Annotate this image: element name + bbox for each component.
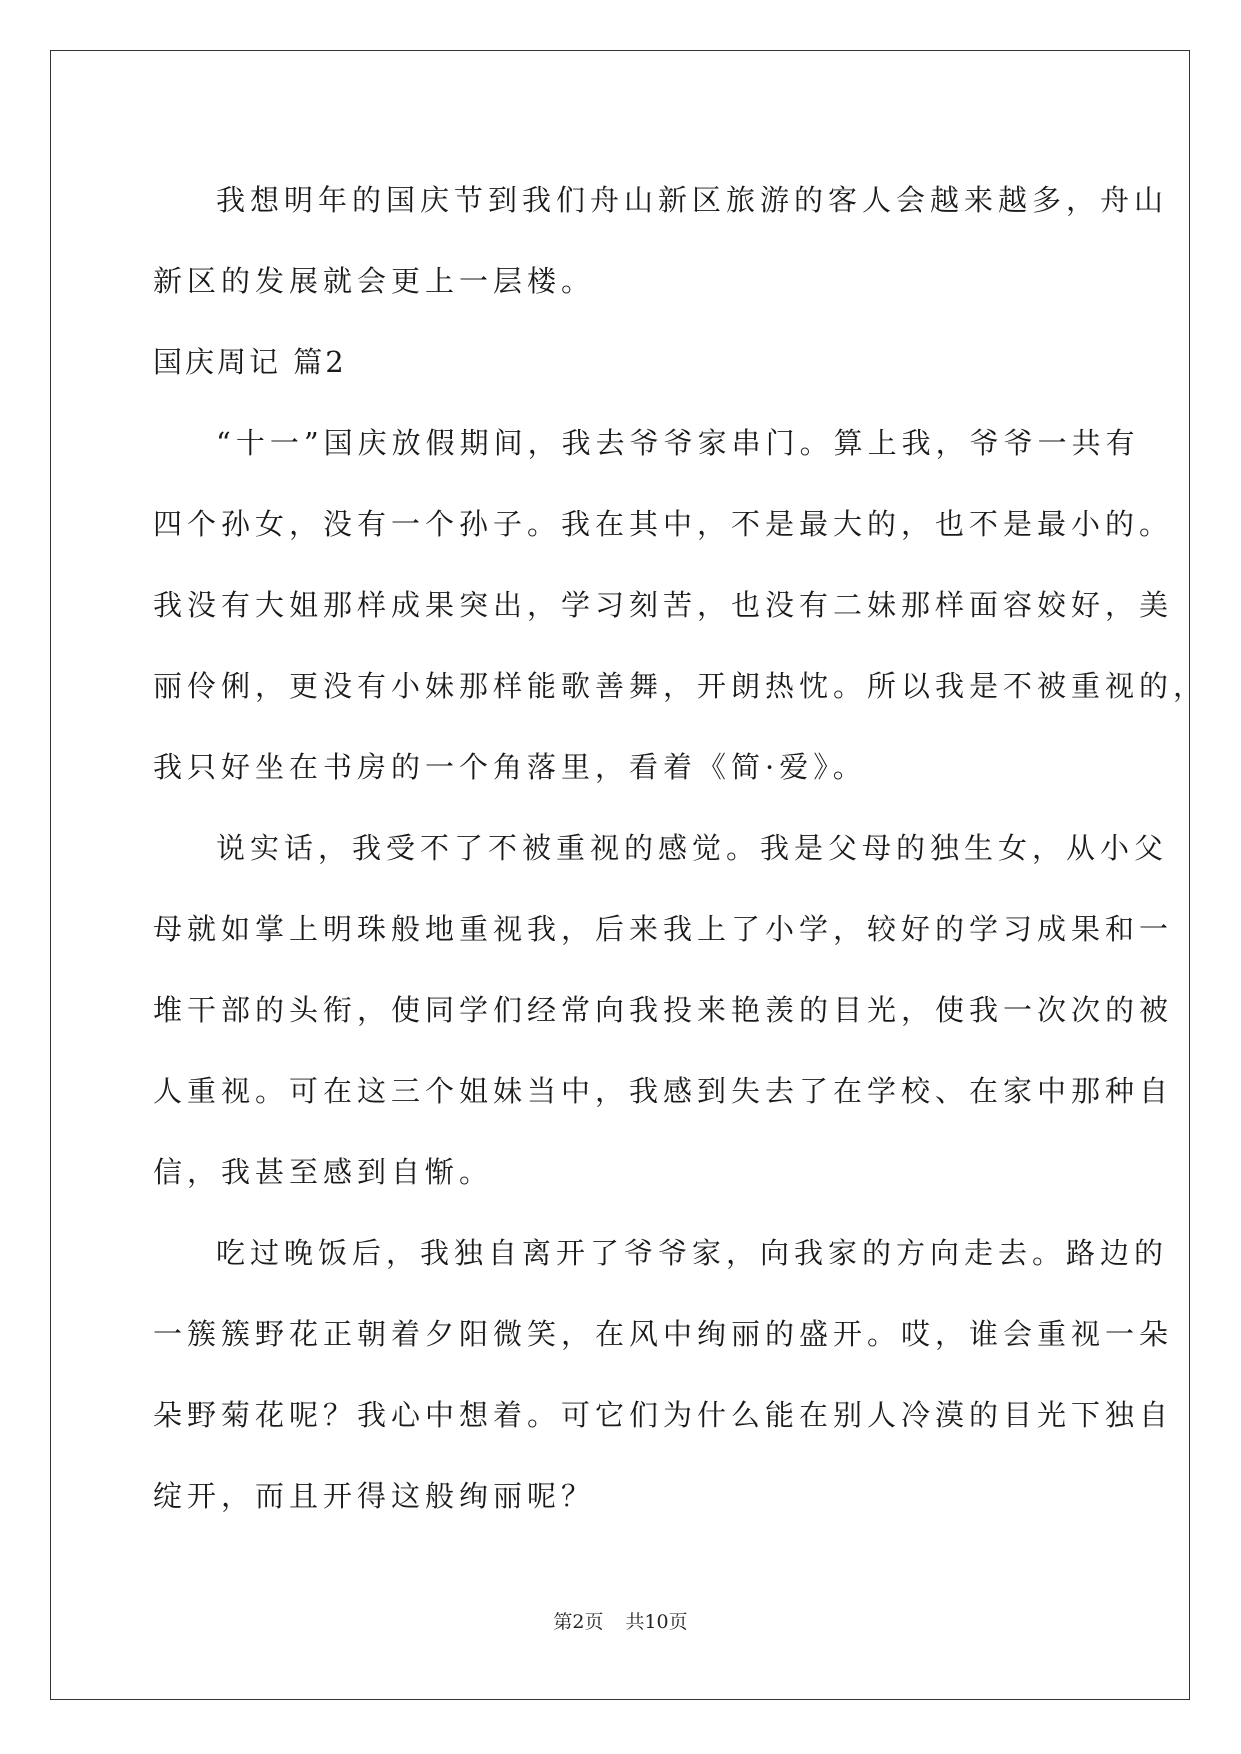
text-line: 我只好坐在书房的一个角落里，看着《简·爱》。	[153, 750, 867, 784]
text-line: 堆干部的头衔，使同学们经常向我投来艳羡的目光，使我一次次的被	[153, 993, 1174, 1027]
text-line: 丽伶俐，更没有小妹那样能歌善舞，开朗热忱。所以我是不被重视的，	[153, 669, 1208, 703]
text-line: 母就如掌上明珠般地重视我，后来我上了小学，较好的学习成果和一	[153, 912, 1174, 946]
text-line: 一簇簇野花正朝着夕阳微笑，在风中绚丽的盛开。哎，谁会重视一朵	[153, 1317, 1174, 1351]
text-line: 四个孙女，没有一个孙子。我在其中，不是最大的，也不是最小的。	[153, 507, 1174, 541]
page-footer	[0, 1607, 1241, 1634]
page-total: 共10页	[625, 1611, 688, 1633]
text-line: 绽开，而且开得这般绚丽呢？	[153, 1479, 596, 1513]
page-number: 第2页	[553, 1611, 604, 1633]
text-line: 朵野菊花呢？我心中想着。可它们为什么能在别人冷漠的目光下独自	[153, 1398, 1174, 1432]
text-line: 我想明年的国庆节到我们舟山新区旅游的客人会越来越多，舟山	[216, 183, 1169, 217]
text-line: 信，我甚至感到自惭。	[153, 1155, 494, 1189]
text-line: 新区的发展就会更上一层楼。	[153, 264, 596, 298]
text-line: “十一”国庆放假期间，我去爷爷家串门。算上我，爷爷一共有	[216, 426, 1140, 460]
document-body	[153, 160, 1208, 1537]
text-line: 说实话，我受不了不被重视的感觉。我是父母的独生女，从小父	[216, 831, 1169, 865]
text-line: 我没有大姐那样成果突出，学习刻苦，也没有二妹那样面容姣好，美	[153, 588, 1174, 622]
section-heading: 国庆周记 篇2	[153, 345, 347, 379]
text-line: 人重视。可在这三个姐妹当中，我感到失去了在学校、在家中那种自	[153, 1074, 1174, 1108]
text-line: 吃过晚饭后，我独自离开了爷爷家，向我家的方向走去。路边的	[216, 1236, 1169, 1270]
